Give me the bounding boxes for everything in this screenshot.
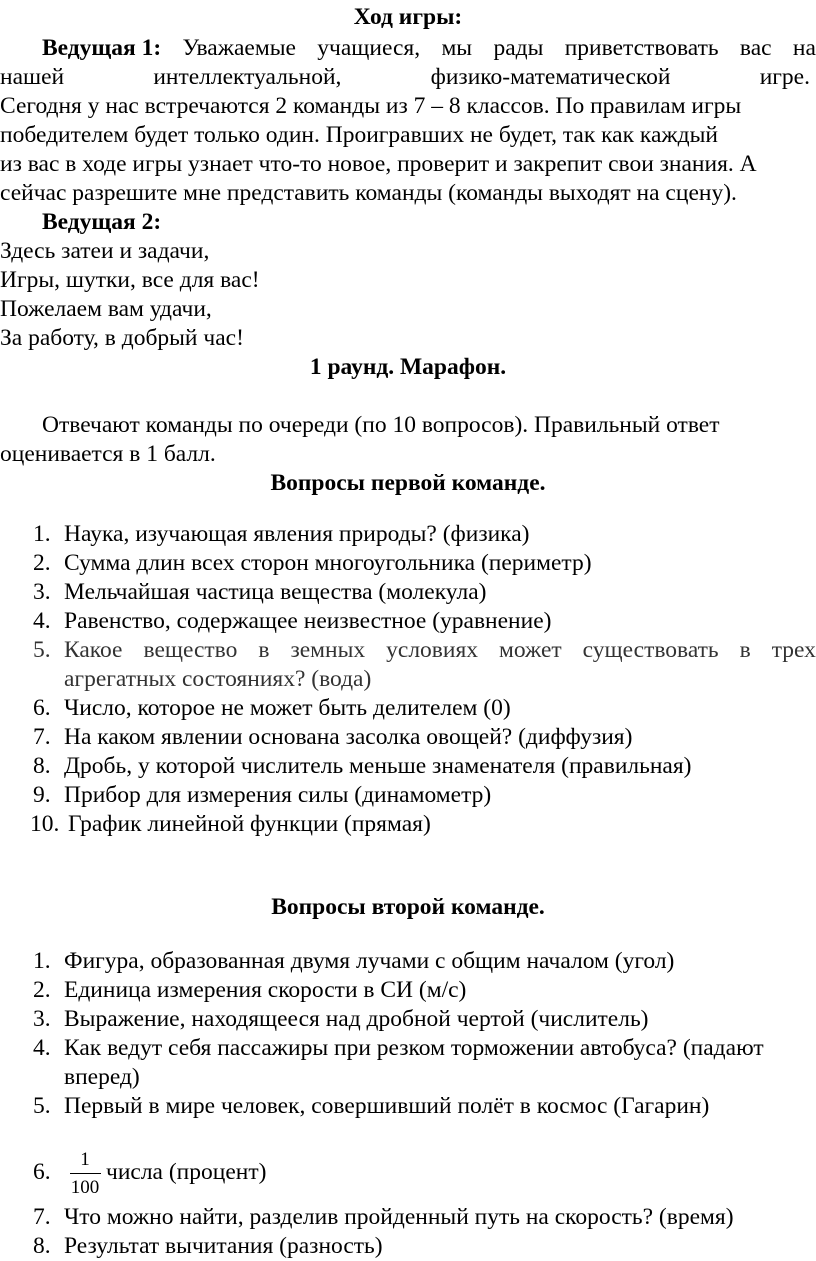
question-number: 10. [30, 811, 60, 837]
host1-line-5: из вас в ходе игры узнает что-то новое, проверит и закрепит свои знания. А [0, 151, 757, 177]
round1-title: 1 раунд. Марафон. [309, 354, 507, 380]
fraction-numerator: 1 [80, 1149, 90, 1170]
question-text: Результат вычитания (разность) [64, 1233, 383, 1259]
host1-line-2: нашей интеллектуальной, физико-математической игре. [0, 64, 810, 90]
fraction-denominator: 100 [70, 1177, 100, 1198]
question-text: Какое вещество в земных условиях может существовать в трех [64, 637, 816, 663]
question-number: 3. [33, 579, 51, 605]
question-text: Прибор для измерения силы (динамометр) [64, 782, 492, 808]
page-title: Ход игры: [353, 4, 463, 30]
question-text: Мельчайшая частица вещества (молекула) [64, 579, 487, 605]
team2-heading: Вопросы второй команде. [271, 894, 545, 920]
team1-heading: Вопросы первой команде. [270, 470, 546, 496]
question-text: Наука, изучающая явления природы? (физика) [64, 521, 530, 547]
question-text: Сумма длин всех сторон многоугольника (периметр) [64, 550, 592, 576]
poem-line: За работу, в добрый час! [0, 325, 244, 351]
round1-intro-line-1: Отвечают команды по очереди (по 10 вопросов). Правильный ответ [42, 412, 720, 438]
question-text: Дробь, у которой числитель меньше знаменателя (правильная) [64, 753, 692, 779]
question-text: Фигура, образованная двумя лучами с общим началом (угол) [64, 948, 675, 974]
host1-line-1: Ведущая 1: Уважаемые учащиеся, мы рады приветствовать вас на [42, 35, 816, 61]
host1-line-3: Сегодня у нас встречаются 2 команды из 7 – 8 классов. По правилам игры [0, 93, 742, 119]
host2-label: Ведущая 2: [42, 209, 162, 235]
poem-line: Пожелаем вам удачи, [0, 296, 212, 322]
host1-line-4: победителем будет только один. Проигравших не будет, так как каждый [0, 122, 718, 148]
question-text: Выражение, находящееся над дробной чертой (числитель) [64, 1006, 649, 1032]
question-text: Как ведут себя пассажиры при резком торможении автобуса? (падают [64, 1035, 764, 1061]
question-number: 3. [33, 1006, 51, 1032]
question-number: 7. [33, 724, 51, 750]
question-number: 2. [33, 550, 51, 576]
host1-line-6: сейчас разрешите мне представить команды (команды выходят на сцену). [0, 180, 737, 206]
question-text: Равенство, содержащее неизвестное (уравнение) [64, 608, 552, 634]
round1-intro-line-2: оценивается в 1 балл. [0, 441, 216, 467]
question-text-continued: агрегатных состояниях? (вода) [64, 666, 372, 692]
question-text-continued: вперед) [64, 1064, 140, 1090]
question-number: 6. [33, 1159, 51, 1185]
question-number: 1. [33, 521, 51, 547]
fraction-bar [70, 1173, 101, 1174]
question-number: 7. [33, 1204, 51, 1230]
question-number: 5. [33, 637, 51, 663]
question-number: 6. [33, 695, 51, 721]
poem-line: Игры, шутки, все для вас! [0, 267, 260, 293]
host1-label: Ведущая 1: [42, 35, 162, 61]
question-number: 4. [33, 1035, 51, 1061]
question-number: 2. [33, 977, 51, 1003]
question-text: График линейной функции (прямая) [68, 811, 431, 837]
question-text: Число, которое не может быть делителем (0) [64, 695, 511, 721]
question-text: На каком явлении основана засолка овощей? (диффузия) [64, 724, 633, 750]
question-number: 1. [33, 948, 51, 974]
question-text: Единица измерения скорости в СИ (м/с) [64, 977, 467, 1003]
poem-line: Здесь затеи и задачи, [0, 238, 210, 264]
question-text: Первый в мире человек, совершивший полёт в космос (Гагарин) [64, 1093, 710, 1119]
question-number: 5. [33, 1093, 51, 1119]
question-text: Что можно найти, разделив пройденный путь на скорость? (время) [64, 1204, 734, 1230]
question-number: 4. [33, 608, 51, 634]
question-number: 9. [33, 782, 51, 808]
question-number: 8. [33, 1233, 51, 1259]
question-number: 8. [33, 753, 51, 779]
question-text: числа (процент) [106, 1159, 267, 1185]
